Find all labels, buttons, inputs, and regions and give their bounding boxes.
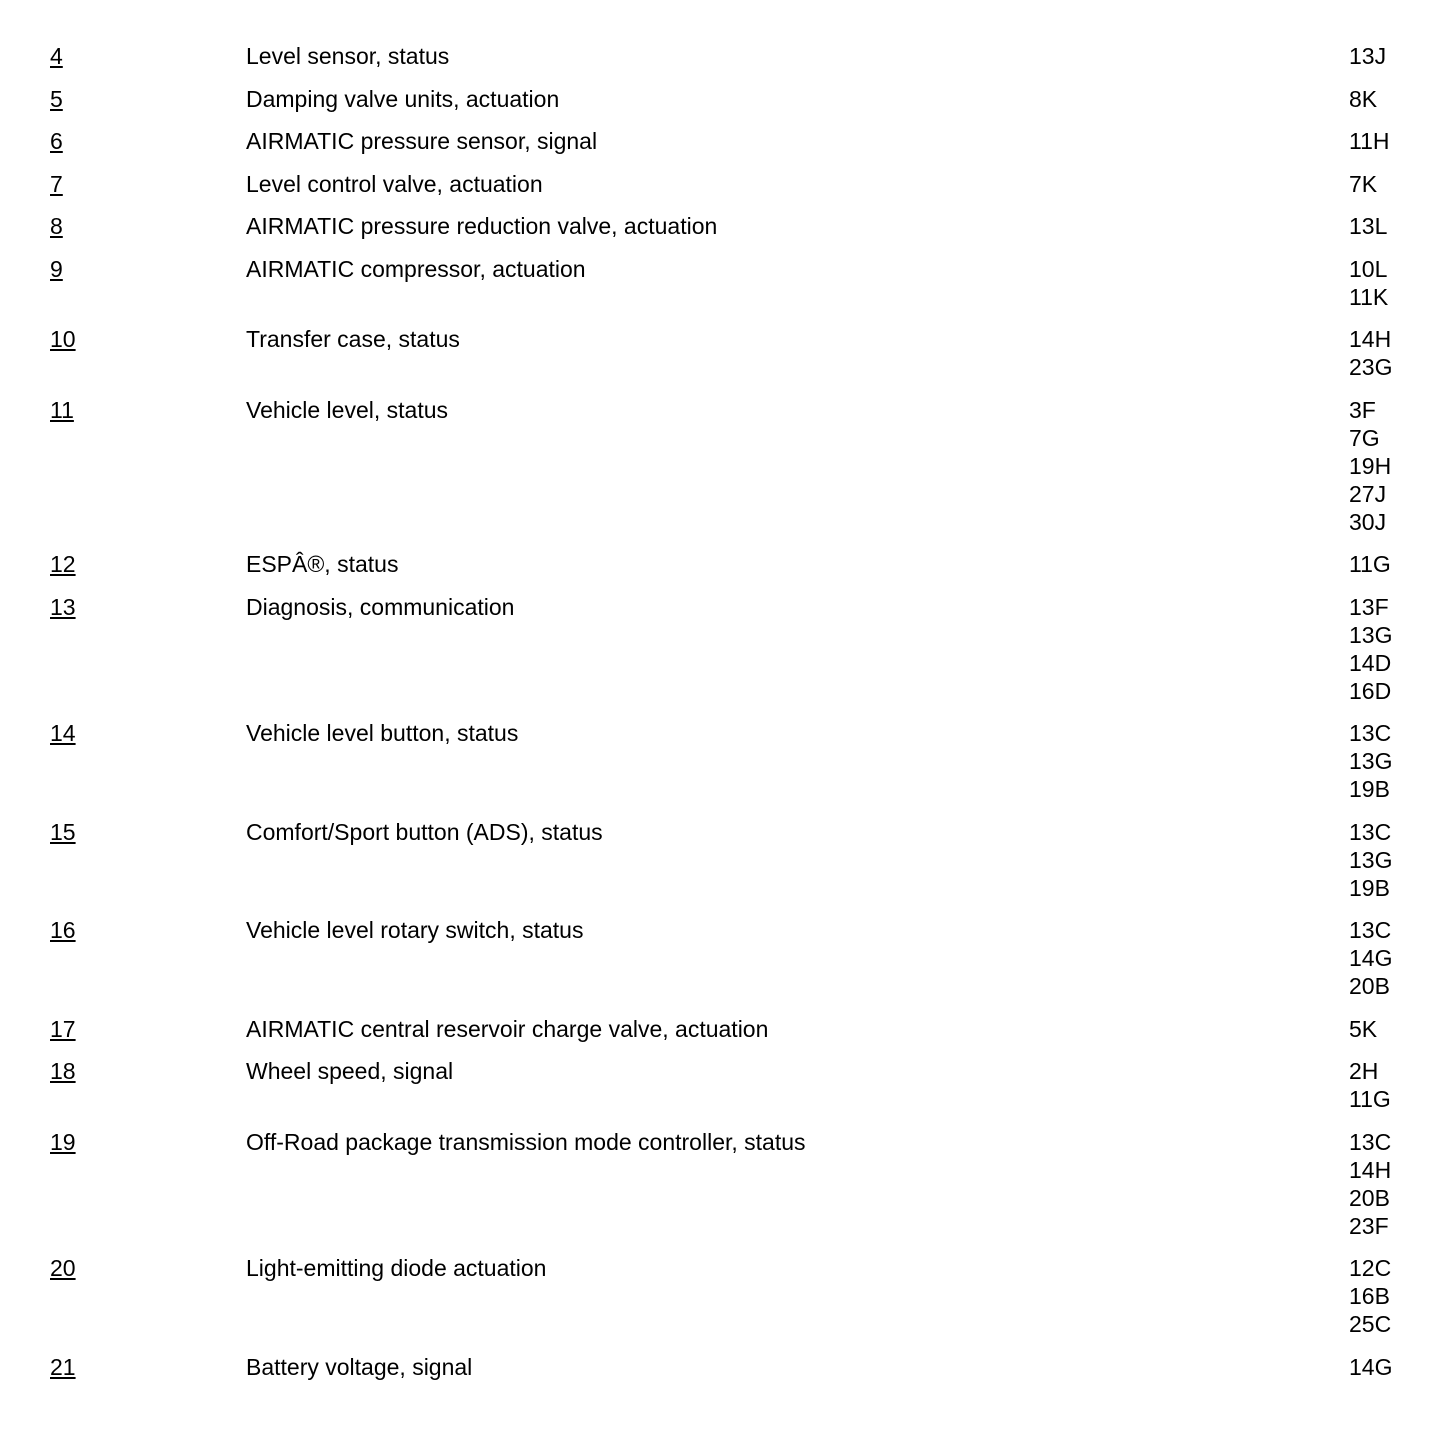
item-number-link[interactable]: 16 xyxy=(50,917,76,943)
item-description: Level control valve, actuation xyxy=(246,170,543,197)
grid-reference: 13C xyxy=(1349,818,1392,845)
grid-reference: 13G xyxy=(1349,621,1393,648)
grid-reference: 19B xyxy=(1349,874,1390,901)
item-number-link[interactable]: 20 xyxy=(50,1255,76,1281)
grid-reference: 23F xyxy=(1349,1212,1389,1239)
grid-reference: 14G xyxy=(1349,945,1393,971)
grid-references xyxy=(1349,818,1439,902)
grid-references xyxy=(1349,1128,1439,1240)
grid-references xyxy=(1349,325,1439,381)
item-description: Vehicle level rotary switch, status xyxy=(246,917,584,943)
item-number-link[interactable]: 8 xyxy=(50,213,63,239)
item-number-link[interactable]: 12 xyxy=(50,551,76,577)
grid-reference: 7G xyxy=(1349,424,1380,451)
item-description: AIRMATIC pressure sensor, signal xyxy=(246,128,598,154)
grid-reference: 20B xyxy=(1349,973,1390,999)
item-number-link[interactable]: 15 xyxy=(50,818,76,845)
grid-references xyxy=(1349,396,1439,536)
item-description: Battery voltage, signal xyxy=(246,1353,473,1380)
item-number-link[interactable]: 19 xyxy=(50,1128,76,1155)
grid-reference: 2H xyxy=(1349,1058,1379,1084)
grid-references xyxy=(1349,85,1439,113)
grid-reference: 16D xyxy=(1349,677,1392,704)
grid-references xyxy=(1349,1254,1439,1338)
grid-reference: 11G xyxy=(1349,1086,1391,1112)
grid-reference: 8K xyxy=(1349,85,1378,112)
grid-reference: 14H xyxy=(1349,1156,1392,1183)
item-number-link[interactable]: 4 xyxy=(50,43,63,69)
grid-reference: 11H xyxy=(1349,128,1390,154)
grid-references xyxy=(1349,1057,1439,1113)
grid-reference: 12C xyxy=(1349,1255,1392,1281)
grid-references xyxy=(1349,127,1439,155)
grid-references xyxy=(1349,170,1439,198)
item-number-link[interactable]: 9 xyxy=(50,255,63,282)
item-description: Light-emitting diode actuation xyxy=(246,1255,547,1281)
grid-reference: 19H xyxy=(1349,452,1392,479)
grid-reference: 16B xyxy=(1349,1283,1390,1309)
grid-references xyxy=(1349,719,1439,803)
grid-references xyxy=(1349,1353,1439,1381)
item-description: Transfer case, status xyxy=(246,326,460,352)
grid-reference: 30J xyxy=(1349,508,1387,535)
grid-reference: 19B xyxy=(1349,776,1390,802)
item-description: AIRMATIC pressure reduction valve, actuation xyxy=(246,213,718,239)
grid-reference: 25C xyxy=(1349,1311,1392,1337)
grid-reference: 14H xyxy=(1349,326,1392,352)
item-description: Vehicle level button, status xyxy=(246,720,519,746)
item-number-link[interactable]: 14 xyxy=(50,720,76,746)
item-description: ESPÂ®, status xyxy=(246,551,399,577)
item-number-link[interactable]: 7 xyxy=(50,170,63,197)
grid-reference: 23G xyxy=(1349,354,1393,380)
grid-reference: 13L xyxy=(1349,213,1388,239)
item-description: Comfort/Sport button (ADS), status xyxy=(246,818,603,845)
item-description: Damping valve units, actuation xyxy=(246,85,560,112)
grid-reference: 11G xyxy=(1349,551,1391,577)
item-number-link[interactable]: 11 xyxy=(50,396,74,423)
grid-reference: 13C xyxy=(1349,720,1392,746)
item-description: AIRMATIC compressor, actuation xyxy=(246,255,586,282)
item-description: Vehicle level, status xyxy=(246,396,449,423)
grid-reference: 14G xyxy=(1349,1353,1393,1380)
grid-references xyxy=(1349,1015,1439,1043)
grid-reference: 7K xyxy=(1349,170,1378,197)
grid-reference: 13J xyxy=(1349,43,1387,69)
grid-references xyxy=(1349,255,1439,311)
grid-references xyxy=(1349,212,1439,240)
grid-references xyxy=(1349,550,1439,578)
grid-reference: 14D xyxy=(1349,649,1392,676)
item-description: Off-Road package transmission mode controller, status xyxy=(246,1128,806,1155)
item-number-link[interactable]: 5 xyxy=(50,85,63,112)
grid-reference: 5K xyxy=(1349,1015,1378,1042)
item-number-link[interactable]: 21 xyxy=(50,1353,76,1380)
item-number-link[interactable]: 6 xyxy=(50,128,63,154)
item-number-link[interactable]: 17 xyxy=(50,1015,76,1042)
grid-reference: 13F xyxy=(1349,593,1389,620)
grid-reference: 27J xyxy=(1349,480,1387,507)
grid-references xyxy=(1349,42,1439,70)
grid-reference: 10L xyxy=(1349,255,1388,282)
grid-reference: 13G xyxy=(1349,846,1393,873)
item-description: Level sensor, status xyxy=(246,43,450,69)
grid-reference: 3F xyxy=(1349,396,1376,423)
grid-reference: 11K xyxy=(1349,283,1389,310)
grid-reference: 13C xyxy=(1349,917,1392,943)
grid-reference: 13G xyxy=(1349,748,1393,774)
item-number-link[interactable]: 10 xyxy=(50,326,76,352)
grid-references xyxy=(1349,916,1439,1000)
item-description: Wheel speed, signal xyxy=(246,1058,454,1084)
item-number-link[interactable]: 18 xyxy=(50,1058,76,1084)
grid-reference: 20B xyxy=(1349,1184,1390,1211)
grid-reference: 13C xyxy=(1349,1128,1392,1155)
item-description: AIRMATIC central reservoir charge valve, actuation xyxy=(246,1015,769,1042)
grid-references xyxy=(1349,593,1439,705)
item-description: Diagnosis, communication xyxy=(246,593,515,620)
item-number-link[interactable]: 13 xyxy=(50,593,76,620)
